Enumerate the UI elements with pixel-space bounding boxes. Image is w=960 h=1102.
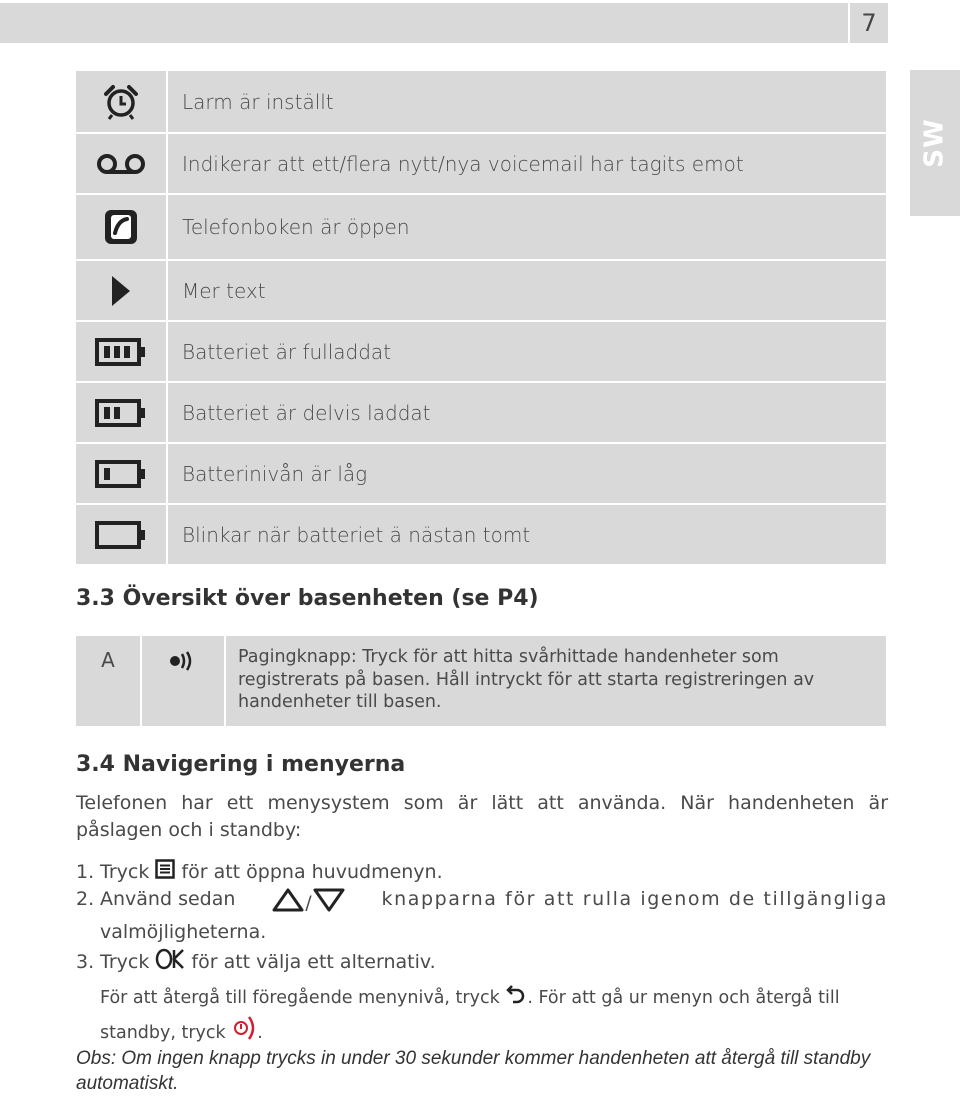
table-row: [76, 259, 886, 320]
intro-paragraph: [76, 790, 888, 844]
page-number: 7: [848, 3, 888, 43]
intro-line-2: påslagen och i standby:: [76, 819, 302, 841]
phonebook-icon: [76, 195, 166, 259]
table-cell: Telefonboken är öppen: [168, 195, 886, 259]
language-tab-label: SW: [920, 118, 950, 168]
table-row: [76, 320, 886, 381]
table-row: [76, 193, 886, 259]
table-row: [76, 71, 886, 132]
header-bar: [0, 3, 848, 43]
table-cell: Larm är inställt: [168, 71, 886, 132]
step-2-line-2: valmöjligheterna.: [100, 921, 267, 943]
more-text-arrow-icon: [76, 261, 166, 320]
step-text: Använd sedan: [100, 888, 236, 910]
step-text: för att öppna huvudmenyn.: [181, 861, 443, 883]
table-cell: A: [76, 636, 140, 726]
table-cell: Pagingknapp: Tryck för att hitta svårhittade handenheter som registrerats på basen. Håll intryckt för att starta registreringen av handenheter till basen.: [226, 636, 886, 726]
step-text: Tryck: [100, 861, 150, 883]
up-triangle-icon: [271, 887, 305, 920]
back-note-text: standby, tryck: [100, 1023, 226, 1043]
step-2-line-1: [76, 887, 888, 920]
table-row: [76, 132, 886, 193]
battery-partial-icon: [76, 383, 166, 442]
paging-icon: [142, 636, 224, 726]
back-note: [100, 982, 888, 1052]
table-cell: Indikerar att ett/flera nytt/nya voicemail har tagits emot: [168, 134, 886, 193]
step-1: [76, 859, 888, 886]
step-text: för att välja ett alternativ.: [191, 951, 436, 973]
table-cell: Mer text: [168, 261, 886, 320]
table-row: [76, 381, 886, 442]
step-3: [76, 947, 888, 978]
step-number: 3.: [76, 951, 95, 973]
back-note-text: .: [257, 1023, 263, 1043]
section-3-4-title: 3.4 Navigering i menyerna: [76, 752, 406, 777]
step-text: knapparna för att rulla igenom de tillgängliga: [381, 888, 888, 910]
down-triangle-icon: [312, 887, 346, 920]
battery-empty-icon: [76, 505, 166, 564]
base-overview-table: [76, 636, 886, 726]
step-number: 2.: [76, 888, 95, 910]
table-cell: Batteriet är delvis laddat: [168, 383, 886, 442]
back-note-text: För att återgå till föregående menynivå, tryck: [100, 988, 500, 1008]
step-text: /: [305, 892, 312, 914]
step-2: [76, 887, 888, 945]
back-arrow-icon: [505, 982, 527, 1014]
table-row: [76, 442, 886, 503]
step-text: Tryck: [100, 951, 150, 973]
alarm-clock-icon: [76, 71, 166, 132]
table-cell: Batterinivån är låg: [168, 444, 886, 503]
battery-low-icon: [76, 444, 166, 503]
obs-note: Obs: Om ingen knapp trycks in under 30 sekunder kommer handenheten att återgå till standby automatiskt.: [76, 1048, 871, 1094]
table-row: [76, 503, 886, 564]
intro-line-1: Telefonen har ett menysystem som är lätt att använda. När handenheten är: [76, 792, 888, 814]
table-cell: Batteriet är fulladdat: [168, 322, 886, 381]
battery-full-icon: [76, 322, 166, 381]
ok-icon: [155, 947, 185, 978]
voicemail-icon: [76, 134, 166, 193]
section-3-3-title: 3.3 Översikt över basenheten (se P4): [76, 586, 539, 611]
back-note-text: . För att gå ur menyn och återgå till: [527, 988, 840, 1008]
step-number: 1.: [76, 861, 95, 883]
menu-icon: [155, 859, 175, 886]
table-cell: Blinkar när batteriet ä nästan tomt: [168, 505, 886, 564]
language-tab: [910, 70, 960, 216]
icon-legend-table: [76, 71, 886, 564]
